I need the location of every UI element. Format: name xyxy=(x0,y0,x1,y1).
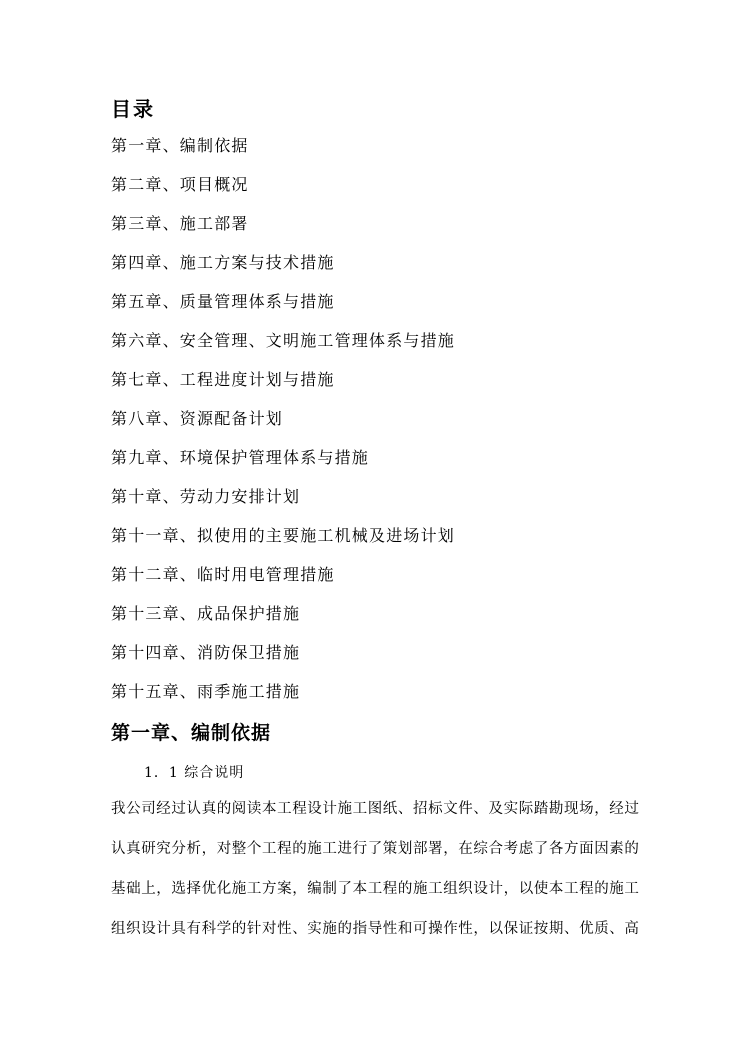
toc-item: 第十四章、消防保卫措施 xyxy=(111,643,301,662)
toc-item: 第三章、施工部署 xyxy=(111,214,249,233)
toc-item: 第一章、编制依据 xyxy=(111,136,249,155)
body-paragraph xyxy=(111,797,641,957)
toc-item: 第十二章、临时用电管理措施 xyxy=(111,565,335,584)
section-heading: 1．1 综合说明 xyxy=(144,765,245,781)
chapter-heading: 第一章、编制依据 xyxy=(111,722,272,744)
paragraph-line: 认真研究分析，对整个工程的施工进行了策划部署，在综合考虑了各方面因素的 xyxy=(111,841,640,857)
toc-item: 第七章、工程进度计划与措施 xyxy=(111,370,335,389)
toc-item: 第八章、资源配备计划 xyxy=(111,409,284,428)
paragraph-line: 基础上，选择优化施工方案，编制了本工程的施工组织设计，以使本工程的施工 xyxy=(111,881,640,897)
paragraph-line: 组织设计具有科学的针对性、实施的指导性和可操作性，以保证按期、优质、高 xyxy=(111,921,640,937)
toc-item: 第十一章、拟使用的主要施工机械及进场计划 xyxy=(111,526,456,545)
toc-item: 第十三章、成品保护措施 xyxy=(111,604,301,623)
table-of-contents xyxy=(111,134,455,719)
toc-title: 目录 xyxy=(111,97,155,121)
toc-item: 第九章、环境保护管理体系与措施 xyxy=(111,448,370,467)
paragraph-line: 我公司经过认真的阅读本工程设计施工图纸、招标文件、及实际踏勘现场，经过 xyxy=(111,801,640,817)
toc-item: 第十章、劳动力安排计划 xyxy=(111,487,301,506)
toc-item: 第四章、施工方案与技术措施 xyxy=(111,253,335,272)
toc-item: 第五章、质量管理体系与措施 xyxy=(111,292,335,311)
toc-item: 第六章、安全管理、文明施工管理体系与措施 xyxy=(111,331,456,350)
toc-item: 第二章、项目概况 xyxy=(111,175,249,194)
toc-item: 第十五章、雨季施工措施 xyxy=(111,682,301,701)
